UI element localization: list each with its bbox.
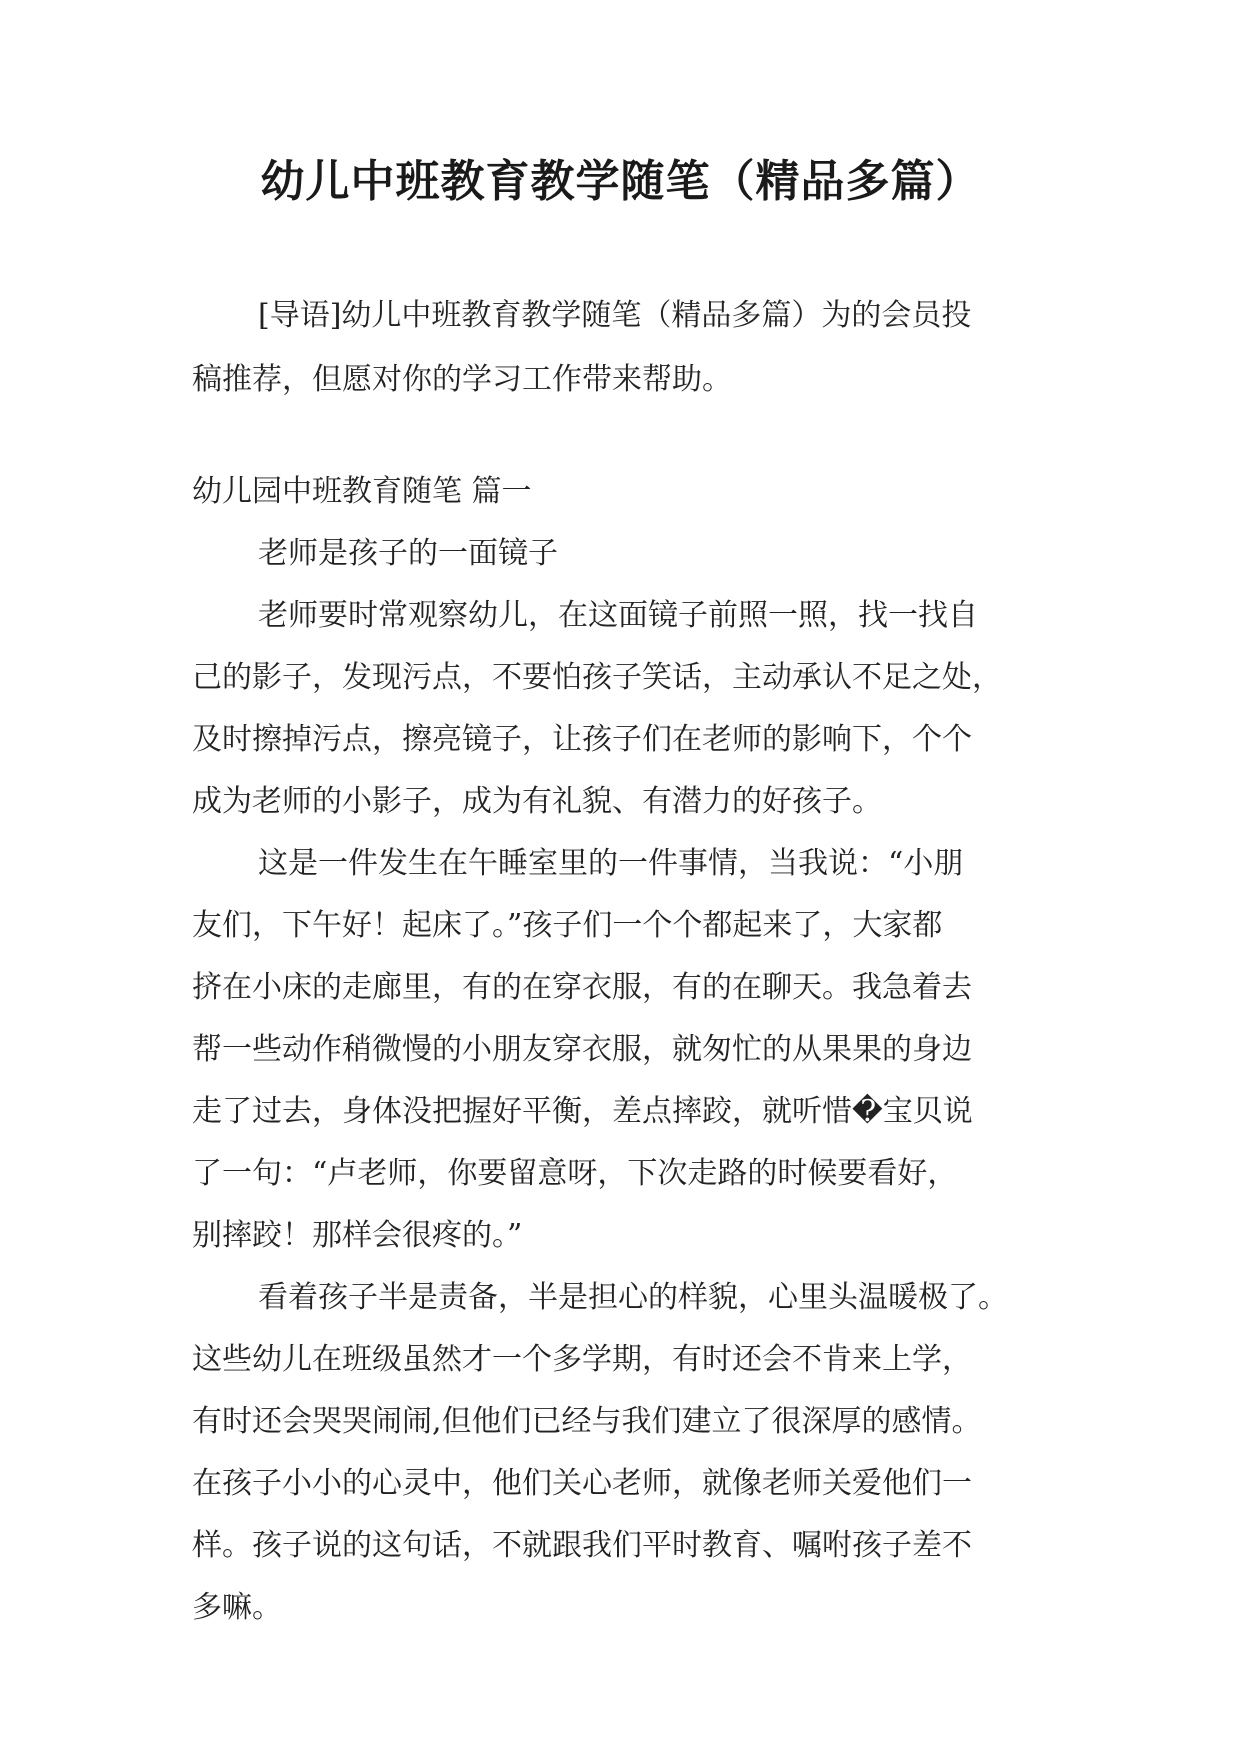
section-heading: 幼儿园中班教育随笔 篇一	[192, 474, 532, 509]
paragraph-line: 及时擦掉污点，擦亮镜子，让孩子们在老师的影响下，个个	[192, 722, 972, 757]
paragraph-line: 走了过去，身体没把握好平衡，差点摔跤，就听惜�宝贝说	[192, 1094, 973, 1129]
paragraph-line: 己的影子，发现污点，不要怕孩子笑话，主动承认不足之处，	[192, 660, 1002, 695]
paragraph-line: 老师要时常观察幼儿，在这面镜子前照一照，找一找自	[258, 598, 978, 633]
paragraph-line: 样。孩子说的这句话，不就跟我们平时教育、嘱咐孩子差不	[192, 1528, 972, 1563]
page-title: 幼儿中班教育教学随笔（精品多篇）	[260, 156, 981, 207]
paragraph-line: 稿推荐，但愿对你的学习工作带来帮助。	[192, 362, 732, 397]
paragraph-line: 多嘛。	[192, 1590, 282, 1625]
paragraph-line: 看着孩子半是责备，半是担心的样貌，心里头温暖极了。	[258, 1280, 1008, 1315]
paragraph-line: 别摔跤！那样会很疼的。”	[192, 1218, 523, 1253]
paragraph-line: 挤在小床的走廊里，有的在穿衣服，有的在聊天。我急着去	[192, 970, 972, 1005]
paragraph-line: 了一句：“卢老师，你要留意呀，下次走路的时候要看好，	[192, 1156, 958, 1191]
paragraph-line: 在孩子小小的心灵中，他们关心老师，就像老师关爱他们一	[192, 1466, 972, 1501]
paragraph-line: [导语]幼儿中班教育教学随笔（精品多篇）为的会员投	[258, 298, 972, 333]
paragraph-line: 友们，下午好！起床了。”孩子们一个个都起来了，大家都	[192, 908, 943, 943]
paragraph-line: 帮一些动作稍微慢的小朋友穿衣服，就匆忙的从果果的身边	[192, 1032, 972, 1067]
paragraph-line: 这是一件发生在午睡室里的一件事情，当我说：“小朋	[258, 846, 964, 881]
section-subheading: 老师是孩子的一面镜子	[258, 536, 558, 571]
paragraph-line: 这些幼儿在班级虽然才一个多学期，有时还会不肯来上学，	[192, 1342, 972, 1377]
paragraph-line: 成为老师的小影子，成为有礼貌、有潜力的好孩子。	[192, 784, 882, 819]
paragraph-line: 有时还会哭哭闹闹,但他们已经与我们建立了很深厚的感情。	[192, 1404, 982, 1439]
